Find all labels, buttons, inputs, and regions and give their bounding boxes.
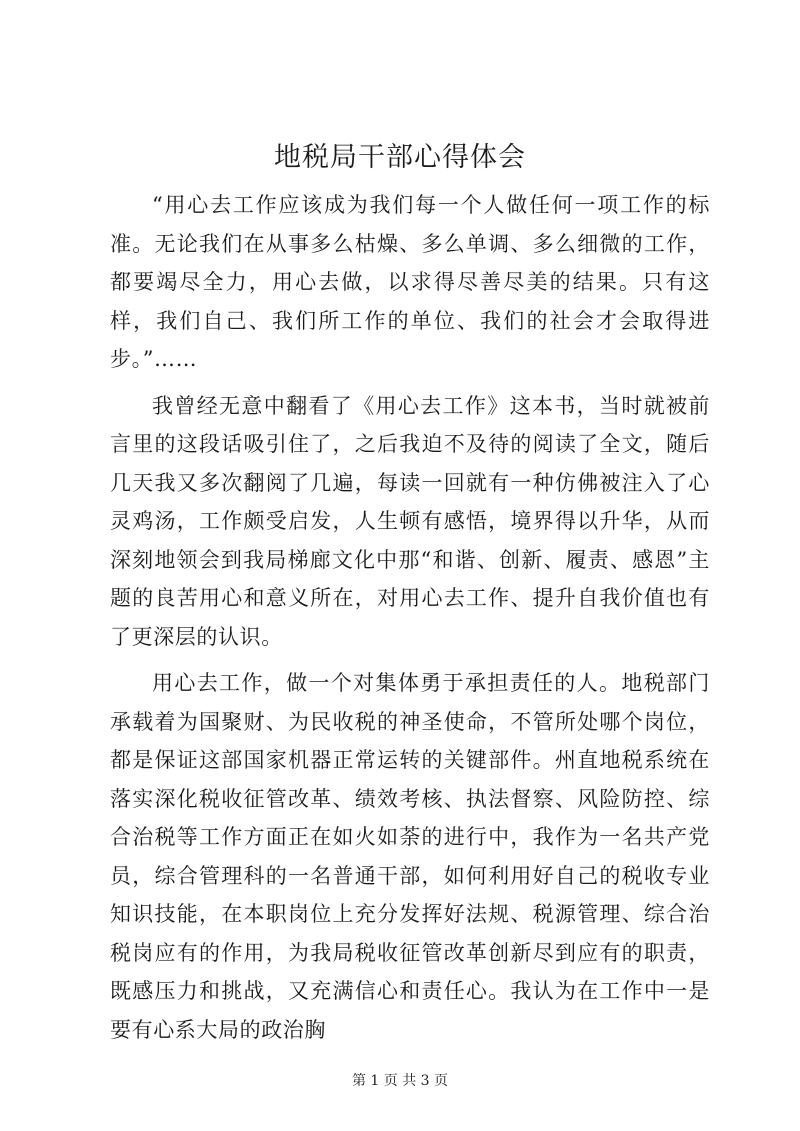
paragraph-1: “用心去工作应该成为我们每一个人做任何一项工作的标准。无论我们在从事多么枯燥、多么单调、多么细微的工作，都要竭尽全力，用心去做，以求得尽善尽美的结果。只有这样，我们自己、我们所工作的单位、我们的社会才会取得进步。”…… — [110, 193, 710, 371]
paragraph-3: 用心去工作，做一个对集体勇于承担责任的人。地税部门承载着为国聚财、为民收税的神圣使命，不管所处哪个岗位，都是保证这部国家机器正常运转的关键部件。州直地税系统在落实深化税收征管改革、绩效考核、执法督察、风险防控、综合治税等工作方面正在如火如荼的进行中，我作为一名共产党员，综合管理科的一名普通干部，如何利用好自己的税收专业知识技能，在本职岗位上充分发挥好法规、税源管理、综合治税岗应有的作用，为我局税收征管改革创新尽到应有的职责，既感压力和挑战，又充满信心和责任心。我认为在工作中一是要有心系大局的政治胸 — [110, 671, 710, 1042]
document-title: 地税局干部心得体会 — [274, 142, 526, 173]
paragraph-2: 我曾经无意中翻看了《用心去工作》这本书，当时就被前言里的这段话吸引住了，之后我迫不及待的阅读了全文，随后几天我又多次翻阅了几遍，每读一回就有一种仿佛被注入了心灵鸡汤，工作颇受启发，人生顿有感悟，境界得以升华，从而深刻地领会到我局梯廊文化中那“和谐、创新、履责、感恩”主题的良苦用心和意义所在，对用心去工作、提升自我价值也有了更深层的认识。 — [110, 393, 710, 649]
page-number-footer: 第 1 页 共 3 页 — [351, 1073, 449, 1089]
document-body — [110, 186, 710, 1057]
